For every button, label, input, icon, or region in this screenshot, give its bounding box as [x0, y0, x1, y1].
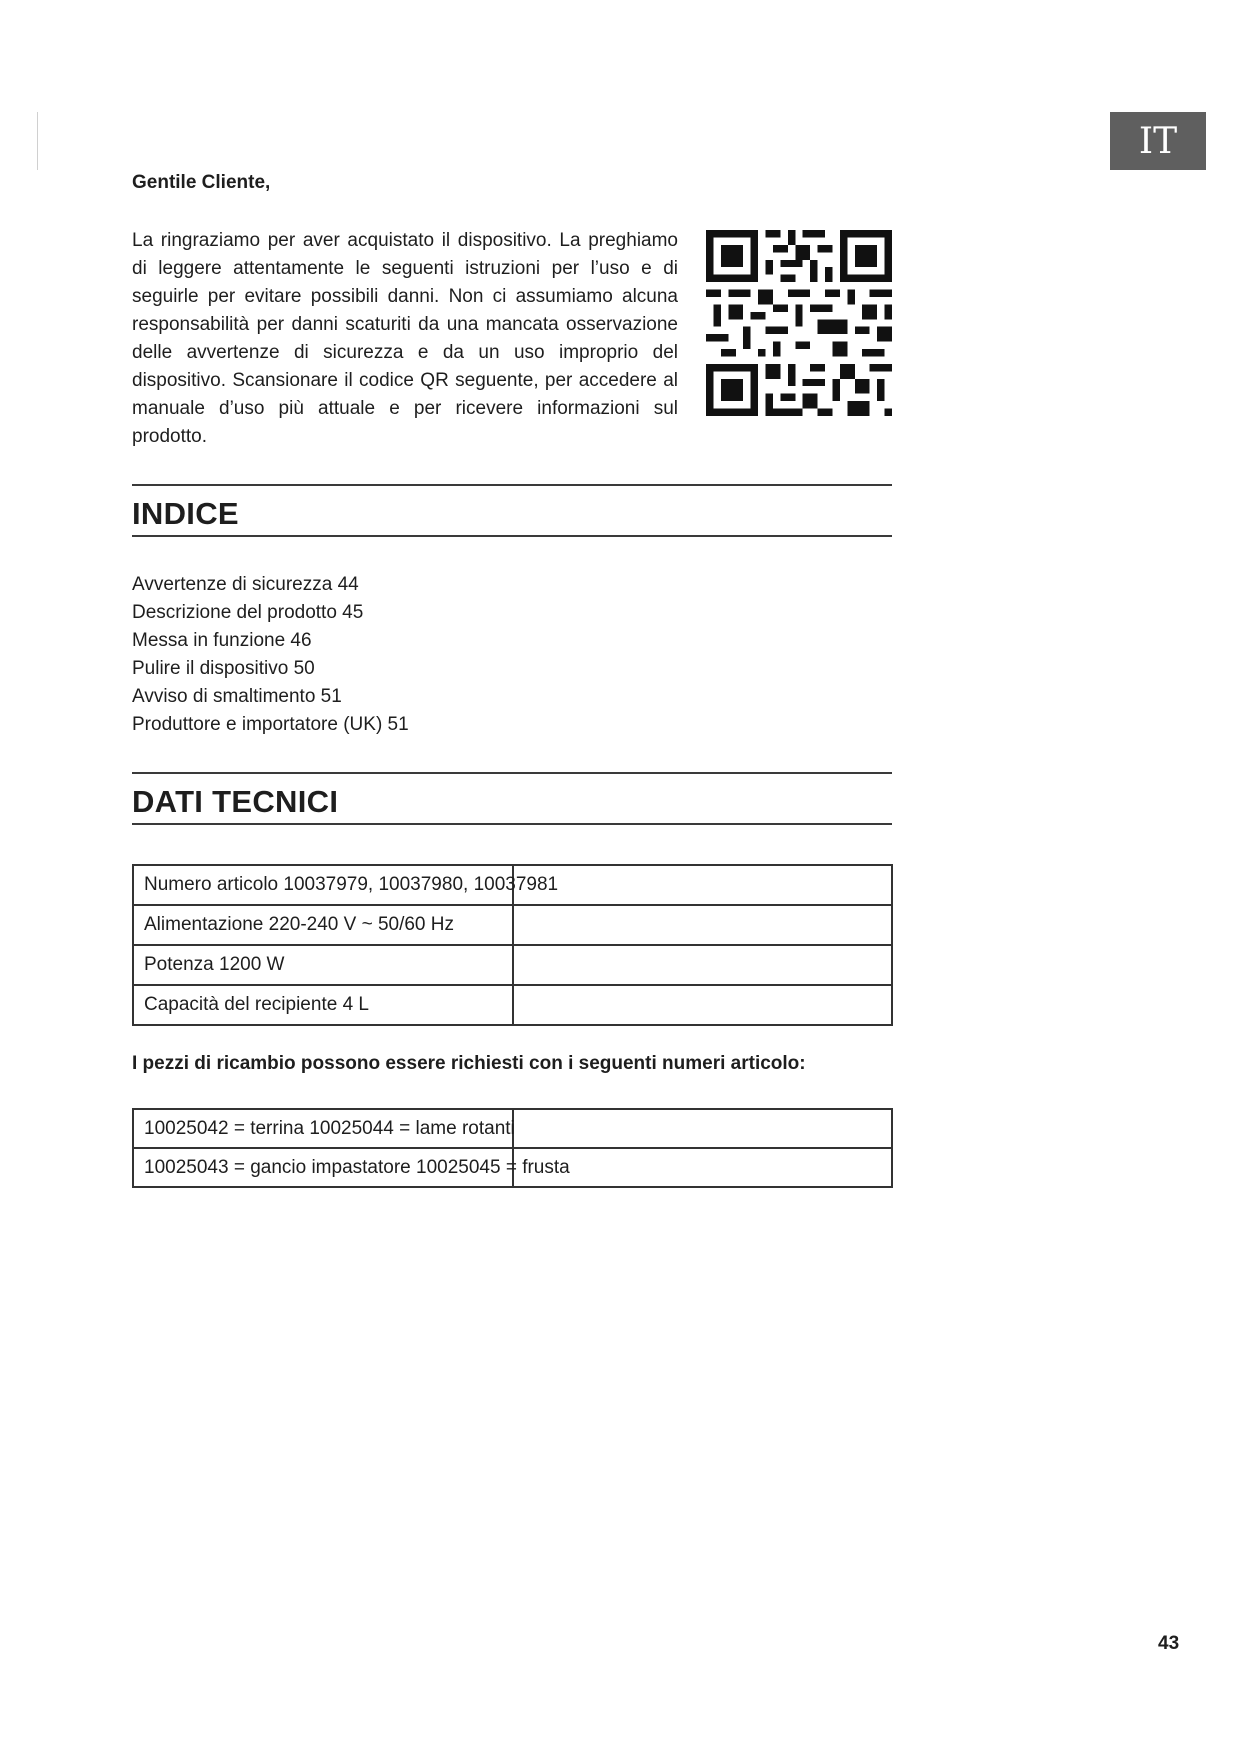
table-row [133, 985, 892, 1025]
table-cell: Numero articolo 10037979, 10037980, 10037981 [133, 865, 513, 905]
spare-parts-heading: I pezzi di ricambio possono essere richiesti con i seguenti numeri articolo: [132, 1053, 806, 1074]
table-cell-empty [513, 945, 892, 985]
margin-rule [37, 112, 38, 170]
toc-item: Avvertenze di sicurezza 44 [132, 574, 359, 595]
table-cell-empty [513, 1109, 892, 1148]
table-cell-empty [513, 905, 892, 945]
table-row [133, 945, 892, 985]
table-cell: Potenza 1200 W [133, 945, 513, 985]
toc-item: Descrizione del prodotto 45 [132, 602, 364, 623]
table-cell: Capacità del recipiente 4 L [133, 985, 513, 1025]
table-cell: 10025043 = gancio impastatore 10025045 = frusta [133, 1148, 513, 1187]
tech-header [132, 772, 892, 825]
intro-paragraph: La ringraziamo per aver acquistato il dispositivo. La preghiamo di leggere attentamente le seguenti istruzioni per l’uso e di seguirle per evitare possibili danni. Non ci assumiamo alcuna responsabilità per danni scaturiti da una mancata osservazione delle avvertenze di sicurezza e da un uso improprio del dispositivo. Scansionare il codice QR seguente, per accedere al manuale d’uso più attuale e per ricevere informazioni sul prodotto. [132, 230, 678, 447]
greeting: Gentile Cliente, [132, 172, 271, 193]
table-row [133, 1109, 892, 1148]
language-tab: IT [1110, 112, 1206, 170]
index-title: INDICE [132, 496, 239, 531]
table-cell: 10025042 = terrina 10025044 = lame rotanti [133, 1109, 513, 1148]
page-number: 43 [1158, 1633, 1180, 1654]
toc-item: Produttore e importatore (UK) 51 [132, 714, 409, 735]
table-row [133, 865, 892, 905]
spare-parts-table [132, 1108, 893, 1188]
table-row [133, 1148, 892, 1187]
tech-title: DATI TECNICI [132, 784, 339, 819]
table-cell-empty [513, 865, 892, 905]
toc-item: Messa in funzione 46 [132, 630, 312, 651]
table-cell: Alimentazione 220-240 V ~ 50/60 Hz [133, 905, 513, 945]
table-cell-empty [513, 985, 892, 1025]
tech-specs-table [132, 864, 893, 1026]
toc-item: Avviso di smaltimento 51 [132, 686, 342, 707]
toc-item: Pulire il dispositivo 50 [132, 658, 315, 679]
qr-code-icon [706, 230, 892, 416]
table-of-contents [132, 571, 409, 739]
table-row [133, 905, 892, 945]
index-header [132, 484, 892, 537]
